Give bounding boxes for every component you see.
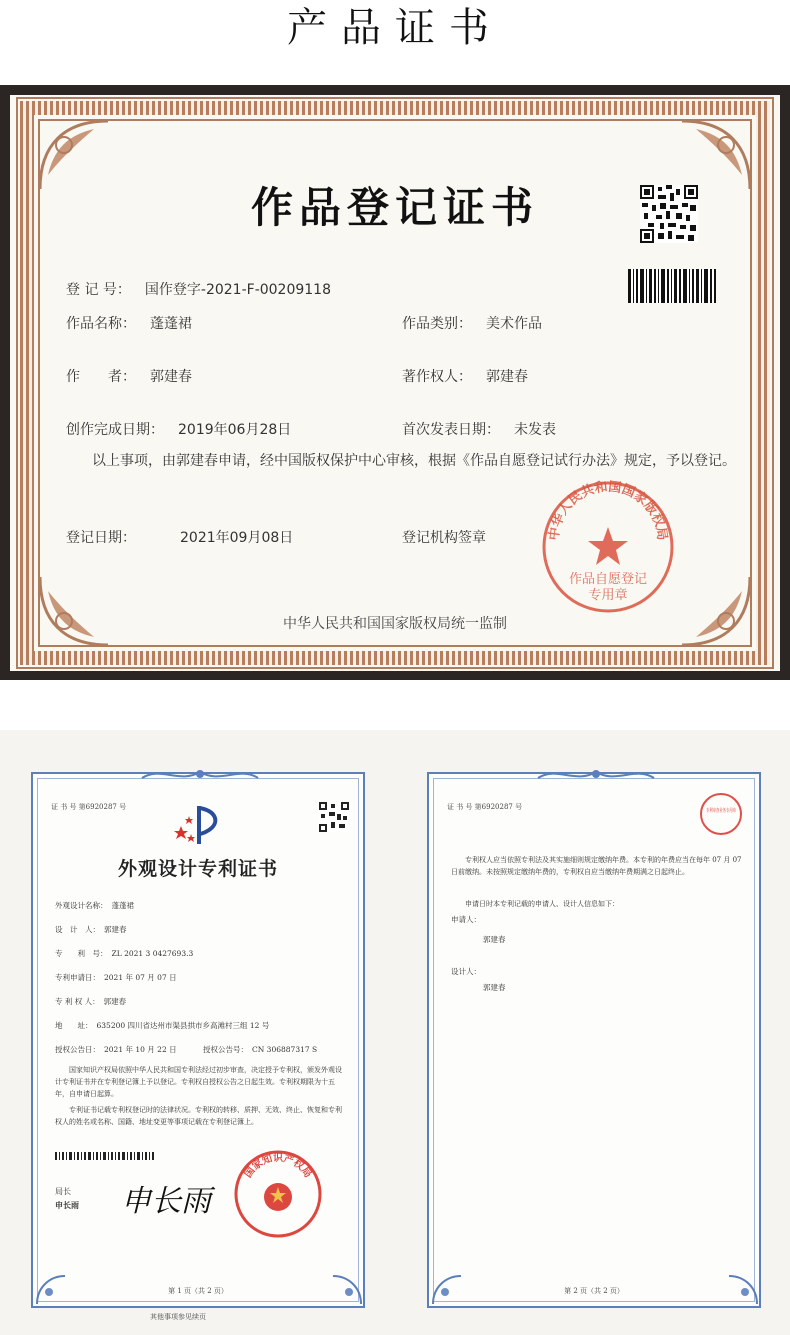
corner-ornament-icon [34, 571, 114, 651]
director-label: 局长 [55, 1187, 71, 1196]
work-name: 蓬蓬裙 [150, 316, 192, 332]
address-row [55, 1020, 269, 1031]
patent-certificate-background [0, 730, 790, 1335]
designer-row [55, 924, 127, 935]
seal-ring-text: 中华人民共和国国家版权局 [546, 479, 670, 542]
certificate-paper [10, 95, 780, 671]
designer: 郭建春 [104, 925, 127, 934]
patent-holder: 郭建春 [103, 997, 127, 1006]
applicant-info-paragraph: 申请日时本专利记载的申请人、设计人信息如下： [465, 900, 619, 908]
annual-fee-paragraph: 专利权人应当依照专利法及其实施细则规定缴纳年费。本专利的年费应当在每年 07 月 07 日前缴纳。未按照规定缴纳年费的，专利权自应当缴纳年费期满之日起终止。 [451, 856, 742, 876]
page-title: 产品证书 [287, 5, 503, 51]
registration-date-row [66, 527, 293, 547]
copyright-office-seal [538, 477, 678, 617]
examination-stamp [699, 792, 752, 836]
publication-date-row [402, 419, 556, 439]
work-name-row [66, 313, 192, 333]
legal-status-paragraph: 专利证书记载专利权登记时的法律状况。专利权的转移、质押、无效、终止、恢复和专利权人的姓名或名称、国籍、地址变更等事项记载在专利登记簿上。 [55, 1106, 342, 1126]
copyright-owner-label: 著作权人： [402, 369, 472, 385]
cnipa-logo-icon [173, 804, 225, 848]
designer-label: 设计人： [451, 967, 481, 976]
corner-ornament-icon [676, 571, 756, 651]
grant-date-row [55, 1044, 177, 1055]
applicant-label: 申请人： [451, 915, 481, 924]
designer: 郭建春 [483, 983, 506, 992]
copyright-owner-row [402, 366, 528, 386]
work-category: 美术作品 [486, 316, 542, 332]
stamp-text: 专利审查业务专用章 [706, 808, 752, 814]
work-category-row [402, 313, 542, 333]
patent-holder-row [55, 996, 126, 1007]
top-ornament-icon [140, 766, 260, 784]
qr-code-icon [640, 185, 698, 243]
address: 635200 四川省达州市渠县拱市乡高滩村三组 12 号 [96, 1021, 270, 1030]
page-number: 第 1 页（共 2 页） [168, 1287, 228, 1295]
registration-statement: 以上事项，由郭建春申请，经中国版权保护中心审核，根据《作品自愿登记试行办法》规定，予以登记。 [92, 453, 736, 469]
patent-page-2 [427, 772, 761, 1308]
grant-date-label: 授权公告日： [55, 1045, 100, 1054]
filing-date-row [55, 972, 177, 983]
grant-number: CN 306887317 S [252, 1045, 318, 1054]
seal-line-2: 专用章 [588, 588, 628, 603]
patent-holder-label: 专 利 权 人： [55, 997, 100, 1006]
top-ornament-icon [536, 766, 656, 784]
star-icon [588, 527, 628, 565]
work-category-label: 作品类别： [402, 316, 472, 332]
registration-date: 2021年09月08日 [180, 530, 294, 546]
applicant: 郭建春 [483, 935, 506, 944]
author-row [66, 366, 192, 386]
seal-ring-text: 国家知识产权局 [242, 1153, 314, 1180]
patent-number-label: 专 利 号： [55, 949, 108, 958]
certificate-footer: 中华人民共和国国家版权局统一监制 [283, 616, 507, 632]
patent-page-1 [31, 772, 365, 1308]
barcode-icon [55, 1152, 155, 1160]
grant-number-label: 授权公告号： [203, 1045, 248, 1054]
qr-code-icon [319, 802, 349, 832]
seal-line-1: 作品自愿登记 [568, 572, 648, 587]
registration-number-label: 登 记 号： [66, 282, 131, 298]
publication-date-label: 首次发表日期： [402, 422, 500, 438]
certificate-number: 证 书 号 第6920287 号 [447, 803, 523, 811]
grant-paragraph: 国家知识产权局依照中华人民共和国专利法经过初步审查，决定授予专利权，颁发外观设计专利证书并在专利登记簿上予以登记。专利权自授权公告之日起生效。专利权期限为十五年，自申请日起算。 [55, 1066, 342, 1098]
author-label: 作 者： [66, 369, 136, 385]
grant-date: 2021 年 10 月 22 日 [104, 1045, 177, 1054]
director-signature: 申长雨 [121, 1184, 211, 1219]
seal-label: 登记机构签章 [402, 530, 486, 546]
patent-certificate-title: 外观设计专利证书 [117, 858, 278, 880]
copyright-certificate [0, 85, 790, 680]
filing-date-label: 专利申请日： [55, 973, 100, 982]
svg-text:国家知识产权局 [241, 1151, 315, 1180]
completion-date-row [66, 419, 291, 439]
patent-number: ZL 2021 3 0427693.3 [111, 949, 194, 958]
page-number: 第 2 页（共 2 页） [564, 1287, 624, 1295]
copyright-owner: 郭建春 [486, 369, 528, 385]
completion-date: 2019年06月28日 [178, 422, 292, 438]
registration-number: 国作登字-2021-F-00209118 [144, 282, 332, 298]
cnipa-seal [233, 1149, 323, 1239]
barcode-icon [628, 269, 716, 303]
patent-number-row [55, 948, 193, 959]
author: 郭建春 [150, 369, 192, 385]
certificate-title: 作品登记证书 [250, 183, 539, 232]
director-name: 申长雨 [55, 1200, 79, 1210]
grant-number-row [203, 1044, 317, 1055]
certificate-number: 证 书 号 第6920287 号 [51, 803, 127, 811]
design-name: 蓬蓬裙 [111, 901, 134, 910]
publication-date: 未发表 [514, 422, 556, 438]
registration-number-row [66, 279, 331, 299]
footnote: 其他事项参见续页 [150, 1313, 206, 1321]
work-name-label: 作品名称： [66, 316, 136, 332]
design-name-label: 外观设计名称： [55, 901, 108, 910]
completion-date-label: 创作完成日期： [66, 422, 164, 438]
filing-date: 2021 年 07 月 07 日 [104, 973, 177, 982]
address-label: 地 址： [55, 1021, 93, 1030]
designer-label: 设 计 人： [55, 925, 100, 934]
design-name-row [55, 900, 134, 911]
registration-date-label: 登记日期： [66, 530, 136, 546]
